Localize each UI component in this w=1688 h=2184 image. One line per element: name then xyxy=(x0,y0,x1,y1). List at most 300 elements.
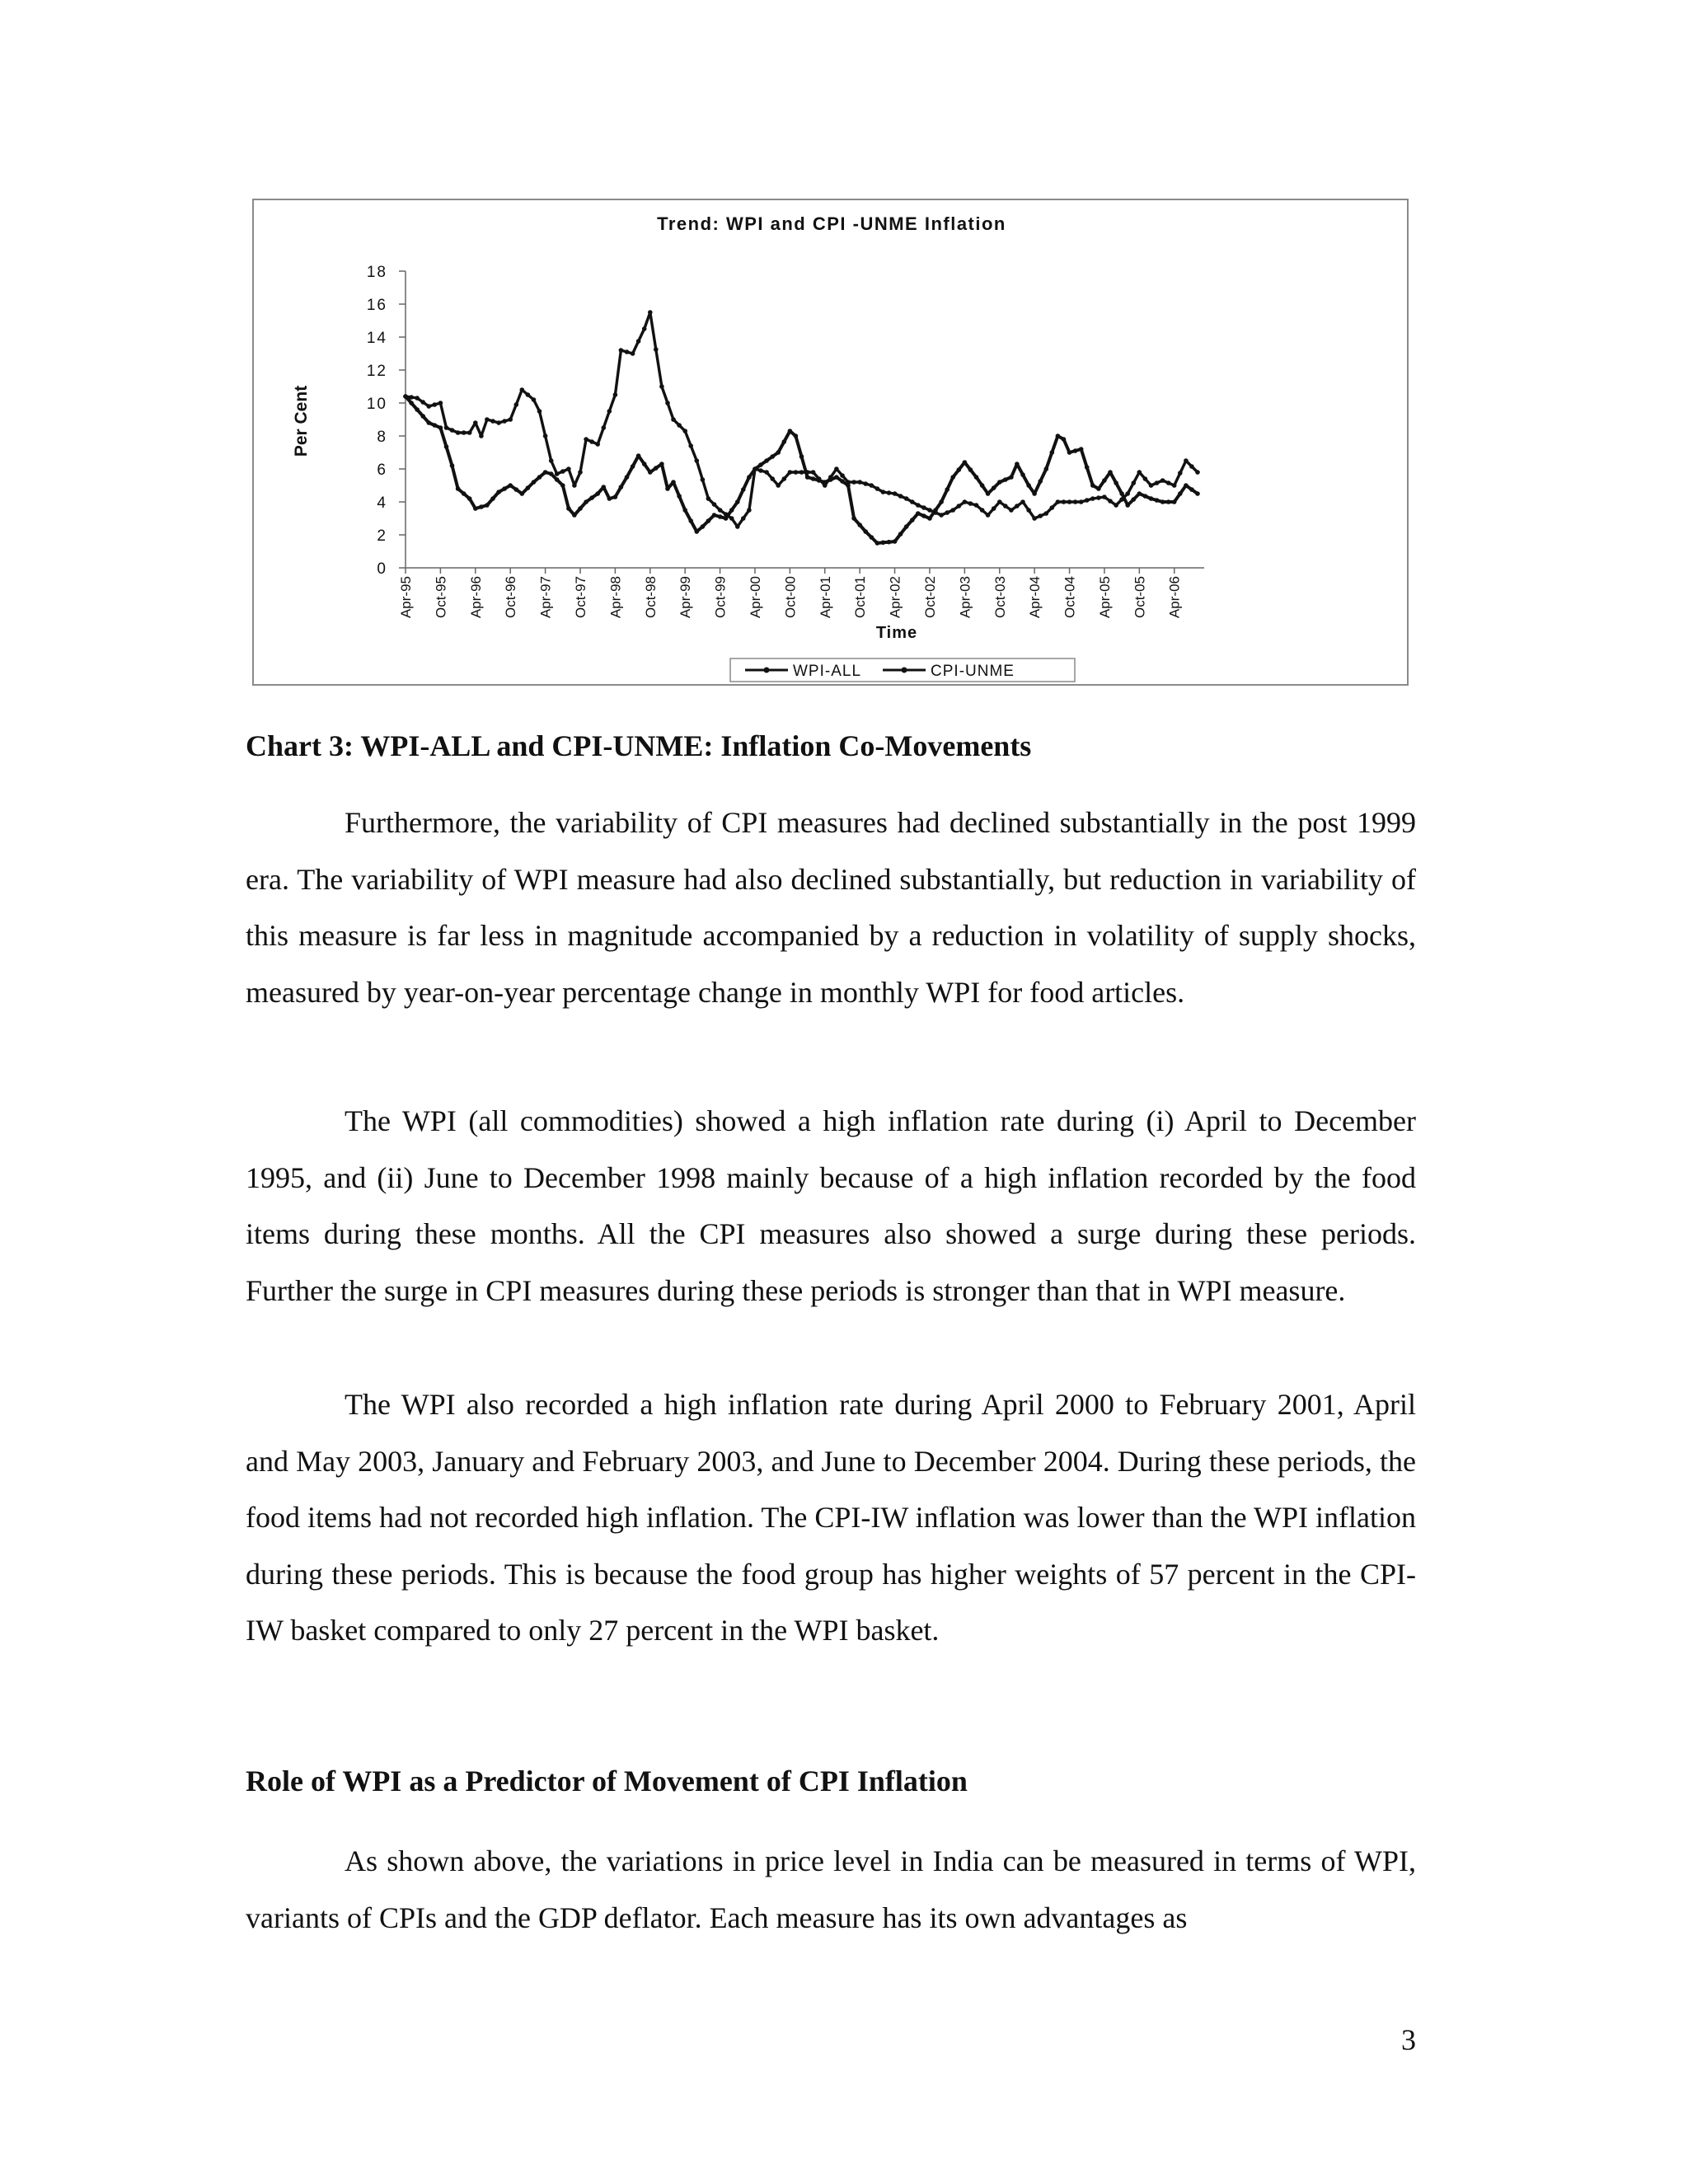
data-point xyxy=(939,513,944,518)
paragraph-3: The WPI also recorded a high inflation rate during April 2000 to February 2001, April and May 2003, January and February 2003, and June to December 2004. During these periods, the food items had not recorded high inflation. The CPI-IW inflation was lower than the WPI inflation during these periods. This is because the food group has higher weights of 57 percent in the CPI-IW basket compared to only 27 percent in the WPI basket. xyxy=(246,1388,1416,1647)
y-tick-label: 10 xyxy=(366,396,387,413)
y-tick-label: 16 xyxy=(366,297,387,314)
paragraph-2-block xyxy=(246,1093,1416,1319)
data-point xyxy=(532,397,537,402)
data-point xyxy=(1056,434,1061,438)
data-point xyxy=(625,349,630,354)
data-point xyxy=(1155,498,1160,503)
data-point xyxy=(1189,464,1194,469)
data-point xyxy=(496,420,501,425)
series-markers-cpi-unme xyxy=(403,310,1200,529)
data-point xyxy=(1143,476,1148,481)
data-point xyxy=(1172,499,1177,504)
data-point xyxy=(729,516,734,521)
data-point xyxy=(607,496,612,501)
y-tick-label: 2 xyxy=(377,527,387,545)
data-point xyxy=(1020,499,1025,504)
data-point xyxy=(1132,480,1137,485)
data-point xyxy=(659,462,664,466)
data-point xyxy=(636,453,641,458)
x-tick-label: Apr-06 xyxy=(1166,576,1183,619)
data-point xyxy=(532,480,537,485)
data-point xyxy=(462,491,467,496)
x-tick-label: Apr-98 xyxy=(607,576,624,619)
data-point xyxy=(904,524,909,529)
data-point xyxy=(910,499,915,504)
data-point xyxy=(659,384,664,389)
data-point xyxy=(718,514,723,519)
x-tick-label: Apr-99 xyxy=(678,576,694,619)
series-line-wpi-all xyxy=(406,396,1198,543)
data-point xyxy=(578,470,583,475)
data-point xyxy=(1062,499,1067,504)
data-point xyxy=(870,483,874,488)
data-point xyxy=(1160,478,1165,483)
data-point xyxy=(724,512,729,517)
data-point xyxy=(1184,483,1189,488)
paragraph-4-block xyxy=(246,1833,1416,1946)
data-point xyxy=(893,539,898,544)
data-point xyxy=(1149,483,1154,488)
x-tick-label: Apr-05 xyxy=(1096,576,1113,619)
legend-marker-wpi-all xyxy=(764,668,770,673)
data-point xyxy=(584,437,588,442)
data-point xyxy=(927,516,932,521)
data-point xyxy=(409,395,414,400)
data-point xyxy=(1090,496,1095,501)
data-point xyxy=(840,479,845,484)
data-point xyxy=(875,541,880,546)
data-point xyxy=(939,499,944,504)
x-tick-label: Apr-95 xyxy=(398,576,414,619)
x-tick-label: Oct-95 xyxy=(433,576,449,619)
data-point xyxy=(834,466,839,471)
data-point xyxy=(968,467,973,472)
data-point xyxy=(1079,499,1084,504)
y-tick-label: 12 xyxy=(366,363,387,380)
data-point xyxy=(682,429,687,434)
y-tick-label: 0 xyxy=(377,560,387,578)
data-point xyxy=(456,430,461,435)
data-point xyxy=(485,417,490,422)
data-point xyxy=(479,434,484,438)
x-tick-label: Oct-03 xyxy=(992,576,1008,619)
data-point xyxy=(508,417,513,422)
data-point xyxy=(677,423,682,428)
data-point xyxy=(415,407,420,412)
x-tick-label: Oct-99 xyxy=(712,576,729,619)
x-tick-label: Oct-01 xyxy=(852,576,869,619)
data-point xyxy=(595,442,600,447)
data-point xyxy=(467,496,472,501)
data-point xyxy=(1119,491,1124,496)
data-point xyxy=(881,490,886,494)
data-point xyxy=(927,508,932,513)
data-point xyxy=(1108,499,1113,504)
x-tick-label: Apr-97 xyxy=(537,576,554,619)
data-point xyxy=(904,496,909,501)
data-point xyxy=(857,523,862,527)
data-point xyxy=(950,475,955,480)
x-tick-label: Apr-03 xyxy=(957,576,973,619)
data-point xyxy=(851,516,856,521)
data-point xyxy=(1073,448,1078,453)
data-point xyxy=(980,483,985,488)
data-point xyxy=(712,502,717,507)
y-tick-label: 8 xyxy=(377,429,387,446)
data-point xyxy=(1015,462,1020,466)
y-tick-label: 14 xyxy=(366,330,387,347)
data-point xyxy=(799,470,804,475)
data-point xyxy=(974,475,979,480)
data-point xyxy=(957,467,962,472)
x-tick-label: Apr-02 xyxy=(887,576,903,619)
data-point xyxy=(1050,450,1055,455)
data-point xyxy=(851,480,856,485)
data-point xyxy=(613,494,618,499)
data-point xyxy=(1149,496,1154,501)
data-point xyxy=(543,434,548,438)
data-point xyxy=(788,470,793,475)
data-point xyxy=(718,508,723,513)
data-point xyxy=(1137,470,1142,475)
data-point xyxy=(870,535,874,540)
data-point xyxy=(654,347,659,352)
data-point xyxy=(741,516,746,521)
data-point xyxy=(1178,471,1183,476)
paragraph-3-block xyxy=(246,1376,1416,1659)
data-point xyxy=(764,458,769,463)
data-point xyxy=(770,476,775,481)
data-point xyxy=(805,475,810,480)
data-point xyxy=(1073,499,1078,504)
y-tick-label: 4 xyxy=(377,494,387,512)
data-point xyxy=(555,477,560,482)
data-point xyxy=(1003,504,1008,509)
data-point xyxy=(933,510,938,515)
data-point xyxy=(1044,466,1049,471)
data-point xyxy=(1090,483,1095,488)
legend-label-wpi-all: WPI-ALL xyxy=(793,663,862,680)
data-point xyxy=(485,503,490,508)
data-point xyxy=(1085,465,1090,470)
data-point xyxy=(840,473,845,478)
data-point xyxy=(444,425,449,430)
data-point xyxy=(846,480,851,485)
data-point xyxy=(566,466,571,471)
data-point xyxy=(1067,499,1072,504)
data-point xyxy=(1195,491,1200,496)
data-point xyxy=(619,485,624,490)
data-point xyxy=(1166,480,1171,485)
data-point xyxy=(968,501,973,506)
x-tick-label: Oct-04 xyxy=(1062,576,1078,619)
data-point xyxy=(1079,447,1084,452)
data-point xyxy=(1067,450,1072,455)
x-tick-label: Oct-02 xyxy=(921,576,938,619)
data-point xyxy=(857,480,862,485)
data-point xyxy=(910,518,915,523)
data-point xyxy=(916,503,921,508)
chart-frame xyxy=(252,199,1409,686)
data-point xyxy=(1119,497,1124,502)
paragraph-1-block xyxy=(246,794,1416,1020)
data-point xyxy=(1038,479,1043,484)
data-point xyxy=(834,475,839,480)
data-point xyxy=(758,468,763,473)
y-axis-ticks xyxy=(367,264,406,578)
y-tick-label: 18 xyxy=(366,264,387,281)
data-point xyxy=(688,518,693,523)
data-point xyxy=(648,310,653,315)
data-point xyxy=(665,401,670,405)
data-point xyxy=(438,425,443,430)
data-point xyxy=(526,392,531,397)
data-point xyxy=(420,400,425,405)
data-point xyxy=(1172,483,1177,488)
data-point xyxy=(1195,470,1200,475)
data-point xyxy=(776,483,781,488)
data-point xyxy=(433,402,438,407)
data-point xyxy=(1125,491,1130,496)
data-point xyxy=(543,470,548,475)
data-point xyxy=(1032,491,1037,496)
data-point xyxy=(1026,483,1031,488)
data-point xyxy=(1020,472,1025,477)
data-point xyxy=(706,496,711,501)
x-tick-label: Oct-05 xyxy=(1132,576,1148,619)
data-point xyxy=(560,469,565,474)
data-point xyxy=(589,439,594,444)
data-point xyxy=(1102,478,1107,483)
data-point xyxy=(648,470,653,475)
data-point xyxy=(758,462,763,467)
data-point xyxy=(916,511,921,516)
data-point xyxy=(963,499,968,504)
data-point xyxy=(537,409,542,414)
data-point xyxy=(950,508,955,513)
y-tick-label: 6 xyxy=(377,462,387,479)
paragraph-4: As shown above, the variations in price level in India can be measured in terms of WPI, variants of CPIs and the GDP deflator. Each measure has its own advantages as xyxy=(246,1844,1416,1934)
data-point xyxy=(473,506,478,511)
data-point xyxy=(682,508,687,513)
data-point xyxy=(817,476,822,481)
data-point xyxy=(986,491,991,496)
data-point xyxy=(776,450,781,455)
data-point xyxy=(642,326,647,331)
section-heading: Role of WPI as a Predictor of Movement of CPI Inflation xyxy=(246,1765,968,1797)
data-point xyxy=(403,394,408,399)
data-point xyxy=(753,466,757,471)
data-point xyxy=(1085,498,1090,503)
data-point xyxy=(467,430,472,435)
data-point xyxy=(1166,499,1171,504)
chart-legend xyxy=(730,658,1075,682)
data-point xyxy=(898,532,903,537)
data-point xyxy=(584,499,588,504)
data-point xyxy=(589,495,594,500)
data-point xyxy=(479,504,484,509)
data-point xyxy=(631,464,635,469)
data-point xyxy=(1096,486,1101,491)
data-point xyxy=(1015,504,1020,509)
data-point xyxy=(764,470,769,475)
data-point xyxy=(1125,503,1130,508)
data-point xyxy=(415,396,420,401)
data-point xyxy=(490,419,495,424)
data-point xyxy=(788,429,793,434)
x-tick-label: Oct-97 xyxy=(572,576,588,619)
x-axis-label: Time xyxy=(875,624,918,642)
data-point xyxy=(747,475,752,480)
x-tick-label: Apr-01 xyxy=(817,576,833,619)
data-point xyxy=(997,499,1002,504)
inflation-trend-chart xyxy=(254,200,1410,687)
data-point xyxy=(986,513,991,518)
data-point xyxy=(881,541,886,546)
x-axis-ticks xyxy=(398,568,1183,618)
data-point xyxy=(863,481,868,486)
data-point xyxy=(1160,499,1165,504)
data-point xyxy=(782,439,787,444)
data-point xyxy=(438,401,443,405)
chart-series xyxy=(403,310,1200,546)
data-point xyxy=(921,513,926,518)
data-point xyxy=(992,506,996,511)
data-point xyxy=(677,494,682,499)
data-point xyxy=(887,540,892,545)
data-point xyxy=(997,480,1002,485)
data-point xyxy=(450,428,455,433)
page-number: 3 xyxy=(1401,2023,1416,2056)
data-point xyxy=(508,483,513,488)
data-point xyxy=(462,430,467,435)
data-point xyxy=(893,491,898,496)
data-point xyxy=(420,414,425,419)
data-point xyxy=(1184,458,1189,463)
data-point xyxy=(560,483,565,488)
data-point xyxy=(945,487,950,492)
data-point xyxy=(898,494,903,499)
y-axis-label: Per Cent xyxy=(292,385,311,457)
x-tick-label: Apr-04 xyxy=(1027,576,1043,619)
x-tick-label: Apr-00 xyxy=(747,576,763,619)
data-point xyxy=(520,387,525,392)
x-tick-label: Oct-00 xyxy=(782,576,799,619)
data-point xyxy=(456,486,461,491)
data-point xyxy=(1044,511,1049,516)
data-point xyxy=(823,483,828,488)
data-point xyxy=(537,475,542,480)
data-point xyxy=(1026,508,1031,513)
data-point xyxy=(1009,475,1014,480)
data-point xyxy=(572,513,577,518)
data-point xyxy=(566,506,571,511)
data-point xyxy=(654,466,659,471)
data-point xyxy=(794,470,799,475)
data-point xyxy=(595,491,600,496)
data-point xyxy=(957,504,962,509)
data-point xyxy=(520,491,525,496)
data-point xyxy=(671,417,676,422)
data-point xyxy=(805,470,810,475)
chart-axes xyxy=(406,271,1204,568)
data-point xyxy=(747,508,752,513)
data-point xyxy=(1032,516,1037,521)
data-point xyxy=(602,425,607,430)
data-point xyxy=(602,485,607,490)
data-point xyxy=(794,434,799,438)
data-point xyxy=(502,419,507,424)
data-point xyxy=(607,409,612,414)
paragraph-1: Furthermore, the variability of CPI measures had declined substantially in the post 1999 era. The variability of WPI measure had also declined substantially, but reduction in variability of this measure is far less in magnitude accompanied by a reduction in volatility of supply shocks, measured by year-on-year percentage change in monthly WPI for food articles. xyxy=(246,806,1416,1009)
data-point xyxy=(992,485,996,490)
data-point xyxy=(945,510,950,515)
data-point xyxy=(695,458,700,463)
data-point xyxy=(729,508,734,513)
data-point xyxy=(963,460,968,465)
data-point xyxy=(1009,508,1014,513)
data-point xyxy=(636,339,641,344)
legend-marker-cpi-unme xyxy=(902,668,907,673)
data-point xyxy=(409,401,414,405)
data-point xyxy=(688,443,693,448)
data-point xyxy=(741,487,746,492)
data-point xyxy=(427,404,432,409)
data-point xyxy=(1189,487,1194,492)
data-point xyxy=(1096,495,1101,500)
data-point xyxy=(799,454,804,459)
data-point xyxy=(735,524,740,529)
data-point xyxy=(496,490,501,494)
data-point xyxy=(695,529,700,534)
data-point xyxy=(1038,513,1043,518)
data-point xyxy=(828,475,833,480)
data-point xyxy=(572,483,577,488)
data-point xyxy=(502,486,507,491)
series-markers-wpi-all xyxy=(403,394,1200,546)
data-point xyxy=(665,486,670,491)
data-point xyxy=(473,420,478,425)
data-point xyxy=(433,423,438,428)
data-point xyxy=(770,454,775,459)
data-point xyxy=(980,508,985,513)
data-point xyxy=(613,392,618,397)
series-line-cpi-unme xyxy=(406,312,1198,527)
data-point xyxy=(1114,480,1118,485)
data-point xyxy=(1003,477,1008,482)
data-point xyxy=(782,476,787,481)
data-point xyxy=(427,420,432,425)
data-point xyxy=(631,351,635,356)
data-point xyxy=(863,529,868,534)
chart-caption: Chart 3: WPI-ALL and CPI-UNME: Inflation Co-Movements xyxy=(246,729,1032,762)
data-point xyxy=(921,505,926,510)
data-point xyxy=(1143,494,1148,499)
data-point xyxy=(1062,437,1067,442)
data-point xyxy=(514,487,519,492)
data-point xyxy=(701,524,706,529)
data-point xyxy=(1114,503,1118,508)
data-point xyxy=(526,485,531,490)
legend-label-cpi-unme: CPI-UNME xyxy=(931,663,1015,680)
data-point xyxy=(625,475,630,480)
data-point xyxy=(444,444,449,449)
data-point xyxy=(1155,480,1160,485)
x-tick-label: Oct-98 xyxy=(642,576,659,619)
x-tick-label: Oct-96 xyxy=(503,576,519,619)
data-point xyxy=(701,477,706,482)
